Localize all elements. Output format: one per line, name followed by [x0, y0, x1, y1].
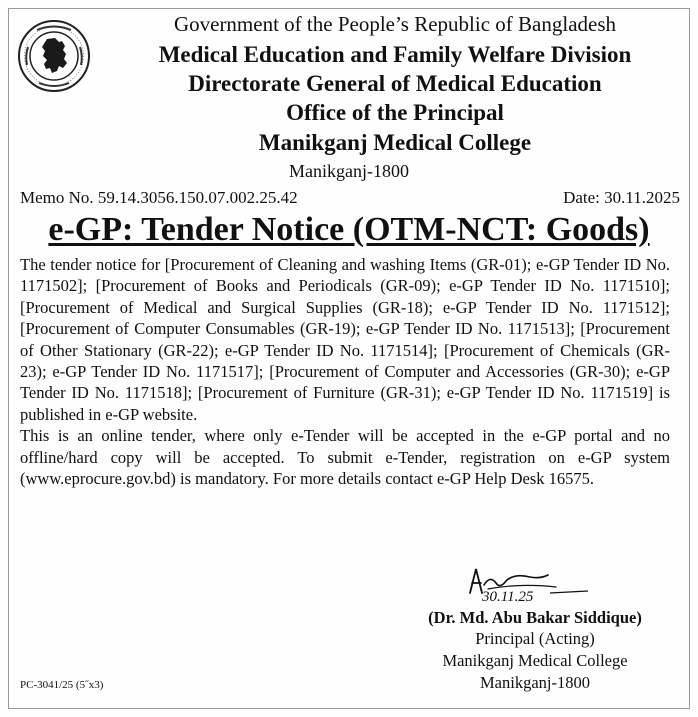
signer-institution: Manikganj Medical College [442, 651, 628, 670]
memo-number: Memo No. 59.14.3056.150.07.002.25.42 [20, 188, 298, 207]
signature-date: 30.11.25 [482, 589, 534, 605]
notice-paragraph-2: This is an online tender, where only e-Tender will be accepted in the e-GP portal and no offline/hard copy will be accepted. To submit e-Tender, registration on e-GP system (www.eprocure.gov.bd) is mandatory. For more details contact e-GP Help Desk 16575. [20, 426, 670, 489]
college-line: Manikganj Medical College [258, 130, 532, 155]
signer-name: (Dr. Md. Abu Bakar Siddique) [428, 608, 642, 627]
division-line: Medical Education and Family Welfare Division [158, 42, 632, 67]
office-line: Office of the Principal [286, 100, 504, 125]
notice-body [20, 254, 670, 489]
government-line: Government of the People’s Republic of Bangladesh [173, 12, 617, 36]
pc-code: PC-3041/25 (5˝x3) [20, 679, 104, 691]
notice-paragraph-1: The tender notice for [Procurement of Cleaning and washing Items (GR-01); e-GP Tender ID No. 1171502]; [Procurement of Books and Periodicals (GR-09); e-GP Tender ID No. 1171510]; [Procurement of Medical and Surgical Supplies (GR-18); e-GP Tender ID No. 1171512]; [Procurement of Computer Consumables (GR-19); e-GP Tender ID No. 1171513]; [Procurement of Other Stationary (GR-22); e-GP Tender ID No. 1171514]; [Procurement of Chemicals (GR-23); e-GP Tender ID No. 1171517]; [Procurement of Computer and Accessories (GR-30); e-GP Tender ID No. 1171518]; [Procurement of Furniture (GR-31); e-GP Tender ID No. 1171519] is published in e-GP website. [20, 255, 670, 424]
signer-designation: Principal (Acting) [475, 629, 595, 648]
handwritten-signature [460, 563, 590, 605]
memo-date: Date: 30.11.2025 [563, 188, 680, 207]
notice-title: e-GP: Tender Notice (OTM-NCT: Goods) [48, 211, 650, 248]
signer-location: Manikganj-1800 [480, 673, 590, 692]
location-line: Manikganj-1800 [289, 161, 409, 181]
directorate-line: Directorate General of Medical Education [188, 71, 602, 96]
